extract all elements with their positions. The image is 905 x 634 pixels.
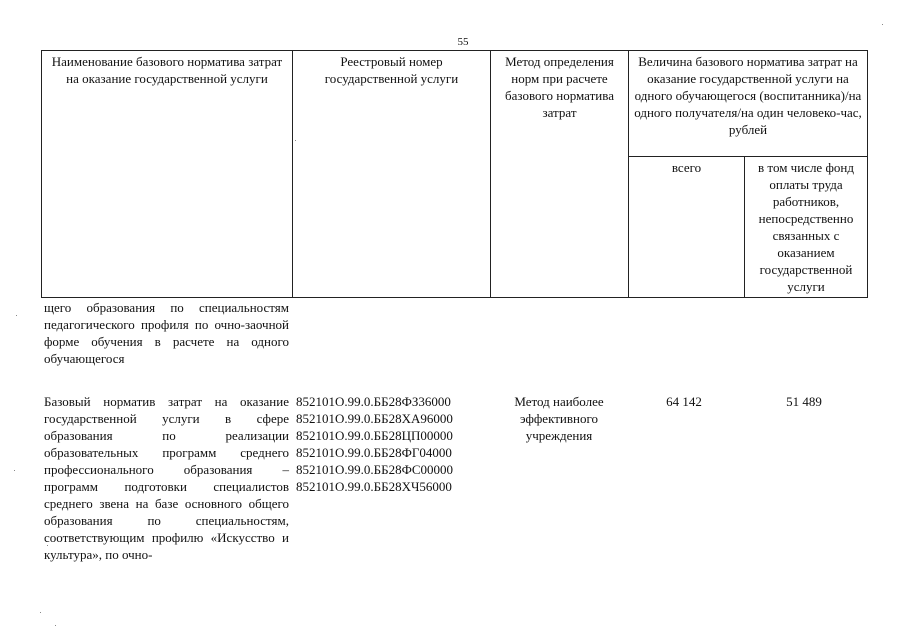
registry-code: 852101О.99.0.ББ28ХА96000	[296, 411, 453, 426]
scan-speck	[16, 315, 17, 316]
scan-speck	[47, 545, 48, 546]
scan-speck	[55, 625, 56, 626]
header-normative-value: Величина базового норматива затрат на оказание государственной услуги на одного обучающегося (воспитанника)/на одного получателя/на один человеко-час, рублей	[629, 51, 868, 157]
registry-code: 852101О.99.0.ББ28ФЗ36000	[296, 394, 451, 409]
header-service-name: Наименование базового норматива затрат на оказание государственной услуги	[42, 51, 293, 298]
calculation-method: Метод наиболее эффективного учреждения	[514, 394, 604, 443]
page-number: 55	[457, 36, 469, 48]
wage-fund-value: 51 489	[786, 394, 822, 409]
continued-text-fragment: щего образования по специальностям педагогического профиля по очно-заочной форме обучения в расчете на одного обучающегося	[44, 300, 289, 366]
registry-codes	[296, 393, 491, 495]
normative-name: Базовый норматив затрат на оказание государственной услуги в сфере образования по реализации образовательных программ среднего профессионального образования – программ подготовки специалистов среднего звена на базе основного общего образования по специальностям, соответствующим профилю «Искусство и культура», по очно-	[44, 394, 289, 562]
registry-code: 852101О.99.0.ББ28ЦП00000	[296, 428, 453, 443]
header-wage-fund: в том числе фонд оплаты труда работников, непосредственно связанных с оказанием государственной услуги	[745, 157, 868, 298]
scan-speck	[295, 140, 296, 141]
header-total: всего	[629, 157, 745, 298]
registry-code: 852101О.99.0.ББ28ФС00000	[296, 462, 454, 477]
header-table	[41, 50, 868, 298]
header-method: Метод определения норм при расчете базового норматива затрат	[491, 51, 629, 298]
scan-speck	[882, 24, 883, 25]
header-registry-number: Реестровый номер государственной услуги	[293, 51, 491, 298]
scan-speck	[14, 470, 15, 471]
scan-speck	[40, 612, 41, 613]
registry-code: 852101О.99.0.ББ28ХЧ56000	[296, 479, 452, 494]
total-value: 64 142	[666, 394, 702, 409]
registry-code: 852101О.99.0.ББ28ФГ04000	[296, 445, 452, 460]
